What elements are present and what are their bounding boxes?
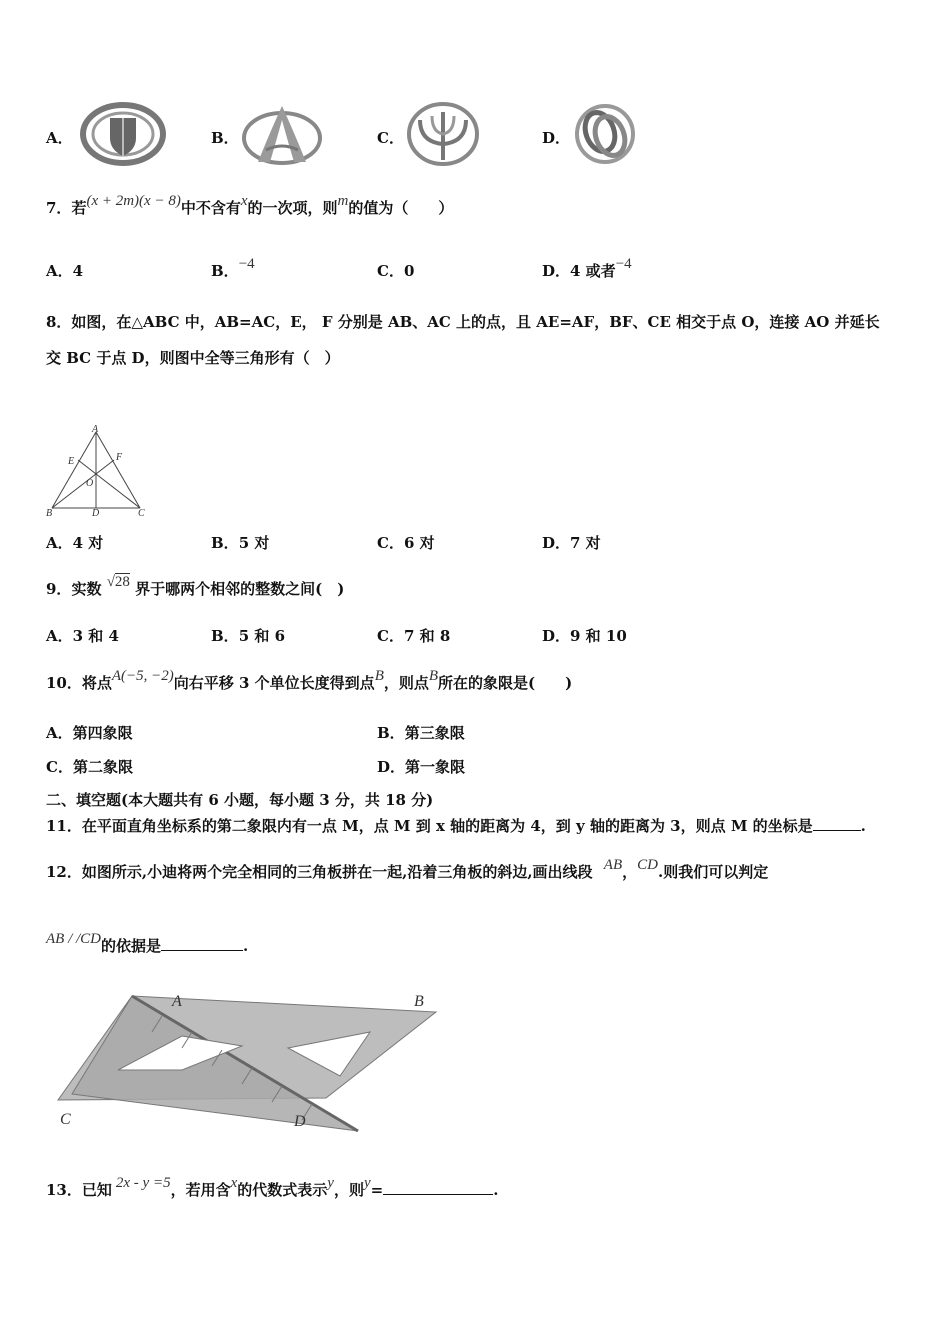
question-10: 10．将点A(−5, −2)向右平移 3 个单位长度得到点B，则点B所在的象限是( ): [46, 668, 573, 692]
q7-option-d: D．4 或者−4: [542, 256, 632, 280]
point-label-o: O: [86, 478, 94, 489]
vertex-label-c: C: [138, 508, 145, 518]
logo-shield-icon: [80, 102, 166, 166]
q8-option-d: D．7 对: [542, 534, 601, 552]
ruler-label-d: D: [294, 1113, 306, 1130]
q13-answer-blank[interactable]: [383, 1180, 493, 1195]
q7-expression: (x + 2m)(x − 8): [86, 193, 181, 209]
ruler-label-c: C: [60, 1111, 71, 1128]
q6-option-b-letter: B．: [211, 129, 239, 147]
q9-option-d: D．9 和 10: [542, 627, 627, 645]
q9-option-b: B．5 和 6: [211, 627, 286, 645]
q7-option-b: B．−4: [211, 256, 255, 280]
equation: 2x - y =5: [115, 1175, 171, 1191]
question-11: 11．在平面直角坐标系的第二象限内有一点 M，点 M 到 x 轴的距离为 4，到 y 轴的距离为 3，则点 M 的坐标是 .: [46, 817, 866, 835]
q8-option-c: C．6 对: [377, 534, 435, 552]
q10-option-b: B．第三象限: [377, 724, 465, 742]
logo-rings-icon: [574, 102, 636, 166]
section-2-heading: 二、填空题(本大题共有 6 小题，每小题 3 分，共 18 分): [46, 791, 434, 809]
ruler-label-b: B: [414, 993, 424, 1010]
q6-option-a-letter: A．: [46, 129, 73, 147]
point-label-f: F: [116, 452, 123, 463]
q9-option-c: C．7 和 8: [377, 627, 451, 645]
q8-option-a: A．4 对: [46, 534, 104, 552]
parallel-expression: AB / /CD: [46, 931, 101, 947]
triangle-rulers-figure: [52, 986, 442, 1132]
q7-option-a: A．4: [46, 262, 84, 280]
triangle-abc-diagram: [44, 424, 154, 518]
question-8-line-2: 交 BC 于点 D，则图中全等三角形有（ ）: [46, 349, 340, 367]
q12-answer-blank[interactable]: [161, 936, 243, 951]
vertex-label-a: A: [92, 424, 99, 435]
question-9: 9．实数 √28 界于哪两个相邻的整数之间( ): [46, 574, 345, 598]
q11-answer-blank[interactable]: [813, 816, 861, 831]
question-12-line-1: 12．如图所示,小迪将两个完全相同的三角板拼在一起,沿着三角板的斜边,画出线段 AB，CD.则我们可以判定: [46, 857, 769, 881]
point-label-e: E: [68, 456, 75, 467]
point-label-d: D: [92, 508, 100, 518]
q9-option-a: A．3 和 4: [46, 627, 119, 645]
q6-option-d-letter: D．: [542, 129, 571, 147]
ruler-label-a: A: [172, 993, 182, 1010]
sqrt-radicand: 28: [114, 574, 130, 590]
q10-option-c: C．第二象限: [46, 758, 133, 776]
q8-option-b: B．5 对: [211, 534, 270, 552]
question-7: 7．若(x + 2m)(x − 8)中不含有x的一次项，则m的值为（ ）: [46, 193, 454, 217]
vertex-label-b: B: [46, 508, 53, 518]
q6-option-c-letter: C．: [377, 129, 404, 147]
q10-option-a: A．第四象限: [46, 724, 133, 742]
question-13: 13．已知 2x - y =5，若用含x的代数式表示y，则y= .: [46, 1175, 499, 1199]
question-12-line-2: AB / /CD的依据是 .: [46, 931, 249, 955]
q7-option-c: C．0: [377, 262, 415, 280]
logo-trident-icon: [406, 102, 480, 166]
point-a-coords: A(−5, −2): [111, 668, 174, 684]
q10-option-d: D．第一象限: [377, 758, 466, 776]
question-8-line-1: 8．如图，在△ABC 中，AB=AC，E， F 分别是 AB、AC 上的点，且 AE=AF，BF、CE 相交于点 O，连接 AO 并延长: [46, 313, 880, 331]
logo-triangle-icon: [240, 102, 324, 166]
